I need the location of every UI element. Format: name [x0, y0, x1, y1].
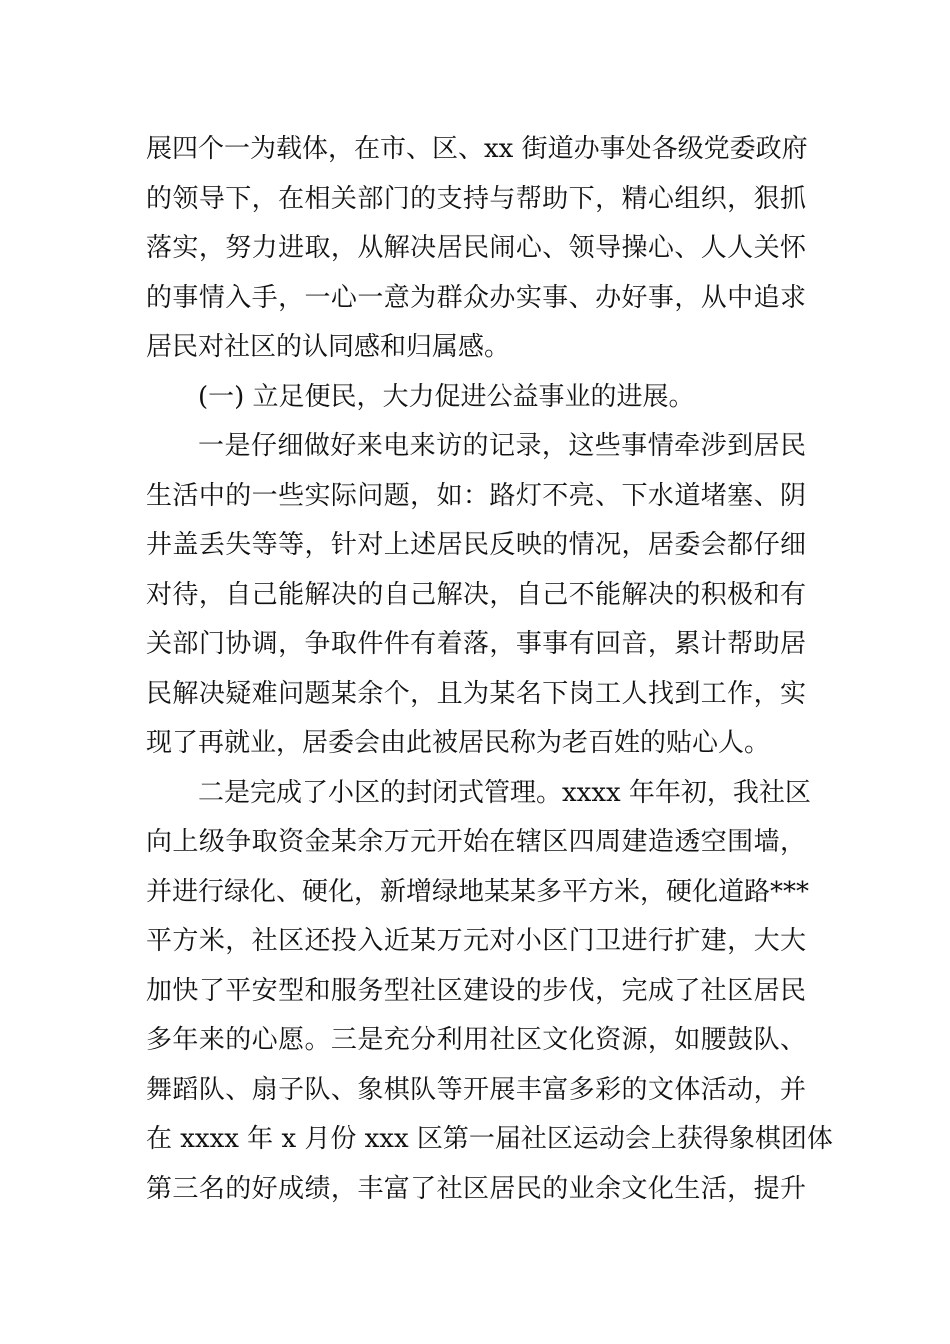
- text-line: 在 xxxx 年 x 月份 xxx 区第一届社区运动会上获得象棋团体: [146, 1124, 833, 1154]
- text-line: 平方米，社区还投入近某万元对小区门卫进行扩建，大大: [146, 926, 806, 956]
- text-line: 的领导下，在相关部门的支持与帮助下，精心组织，狠抓: [146, 183, 806, 214]
- text-line: 井盖丢失等等，针对上述居民反映的情况，居委会都仔细: [146, 530, 806, 560]
- text-line: (一) 立足便民，大力促进公益事业的进展。: [198, 381, 695, 412]
- text-line: 舞蹈队、扇子队、象棋队等开展丰富多彩的文体活动，并: [146, 1074, 806, 1105]
- text-line: 生活中的一些实际问题，如：路灯不亮、下水道堵塞、阴: [146, 480, 806, 511]
- text-line: 的事情入手，一心一意为群众办实事、办好事，从中追求: [146, 282, 806, 313]
- text-line: 展四个一为载体，在市、区、xx 街道办事处各级党委政府: [146, 134, 808, 164]
- text-line: 一是仔细做好来电来访的记录，这些事情牵涉到居民: [198, 431, 806, 461]
- text-line: 二是完成了小区的封闭式管理。xxxx 年年初，我社区: [198, 777, 811, 808]
- text-line: 民解决疑难问题某余个，且为某名下岗工人找到工作，实: [146, 678, 806, 709]
- text-line: 关部门协调，争取件件有着落，事事有回音，累计帮助居: [146, 629, 806, 659]
- text-line: 落实，努力进取，从解决居民闹心、领导操心、人人关怀: [146, 233, 806, 263]
- text-line: 并进行绿化、硬化，新增绿地某某多平方米，硬化道路***: [146, 876, 810, 907]
- body-text: [146, 125, 833, 1214]
- text-line: 居民对社区的认同感和归属感。: [146, 332, 511, 362]
- text-line: 第三名的好成绩，丰富了社区居民的业余文化生活，提升: [146, 1173, 806, 1204]
- text-line: 向上级争取资金某余万元开始在辖区四周建造透空围墙，: [146, 827, 806, 857]
- text-line: 对待，自己能解决的自己解决，自己不能解决的积极和有: [146, 579, 806, 610]
- text-line: 加快了平安型和服务型社区建设的步伐，完成了社区居民: [146, 975, 806, 1006]
- text-line: 现了再就业，居委会由此被居民称为老百姓的贴心人。: [146, 728, 771, 758]
- text-line: 多年来的心愿。三是充分利用社区文化资源，如腰鼓队、: [146, 1025, 806, 1055]
